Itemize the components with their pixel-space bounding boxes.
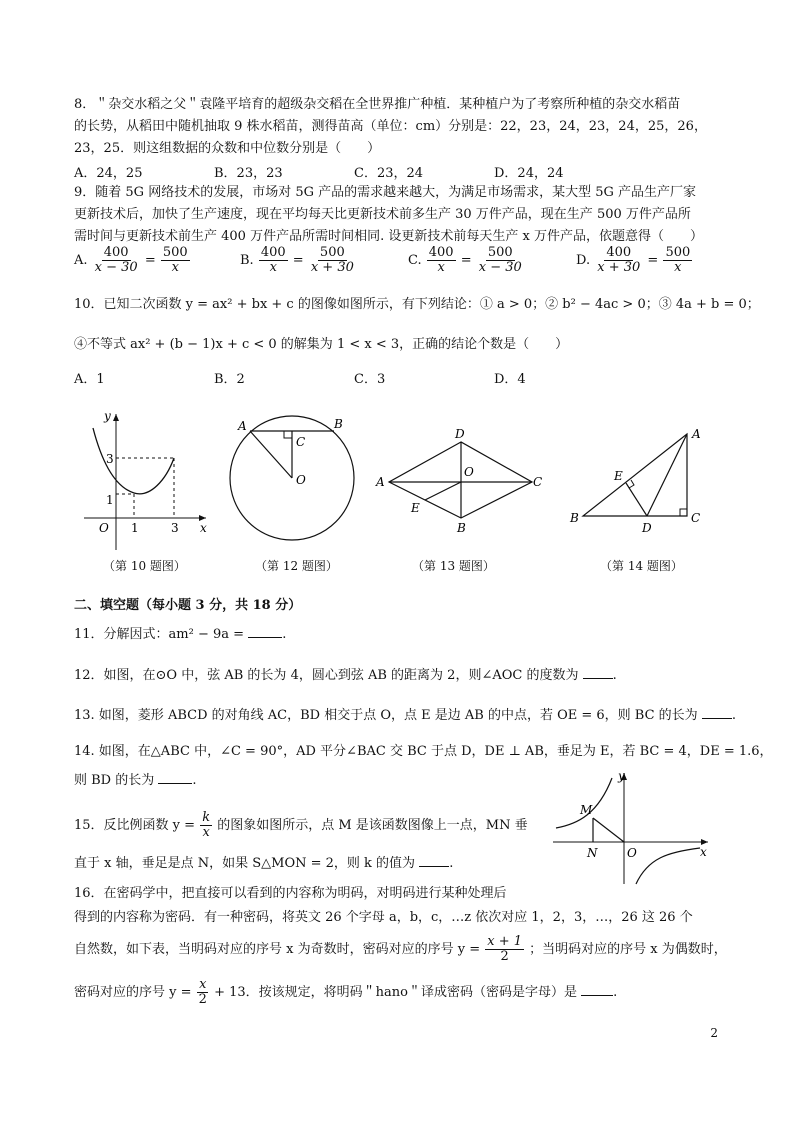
q10-line2: ④不等式 ax² + (b − 1)x + c < 0 的解集为 1 < x < 3，正确的结论个数是（ ）	[74, 337, 569, 352]
fig14-label-b: B	[570, 511, 579, 525]
fig15-label-y: y	[618, 769, 625, 783]
q9-option-a: A. $\frac{400}{x - 30}$ = $\frac{500}{x}$	[74, 245, 188, 275]
q10-option-a: A．1	[74, 372, 105, 387]
q16-answer-blank	[581, 983, 613, 996]
fig15-label-m: M	[580, 803, 593, 817]
fig13-label-c: C	[533, 475, 543, 489]
q14-line2: 则 BD 的长为 .	[74, 773, 197, 788]
figure-12-circle	[230, 416, 354, 540]
fig15-curve-right	[636, 848, 700, 884]
q14-answer-blank	[158, 771, 192, 784]
fig15-label-n: N	[587, 846, 598, 860]
fig13-segment-oe	[425, 482, 461, 500]
q9-line3: 需时间与更新技术前生产 400 万件产品所需时间相同. 设更新技术前每天生产 x 万件产品，依题意得（ ）	[74, 229, 703, 244]
q16-line3: 自然数，如下表，当明码对应的序号 x 为奇数时，密码对应的序号 y = $\frac{x + 1}{2}$ ；当明码对应的序号 x 为偶数时，	[74, 934, 727, 964]
fig15-segment-mo	[593, 818, 624, 842]
q13-text: 13. 如图，菱形 ABCD 的对角线 AC，BD 相交于点 O，点 E 是边 AB 的中点，若 OE = 6，则 BC 的长为	[74, 708, 698, 723]
fig12-label-b: B	[334, 417, 343, 431]
fig14-caption: （第 14 题图）	[600, 559, 683, 573]
q13: 13. 如图，菱形 ABCD 的对角线 AC，BD 相交于点 O，点 E 是边 AB 的中点，若 OE = 6，则 BC 的长为 .	[74, 708, 736, 723]
figure-14-triangle	[569, 427, 701, 535]
q11-text: 11．分解因式：am² − 9a =	[74, 627, 245, 642]
q12-answer-blank	[583, 666, 613, 679]
fig10-label-3: 3	[106, 452, 114, 466]
q10-option-c: C．3	[354, 372, 386, 387]
fig14-bisector-ad	[647, 434, 687, 516]
q8-option-d: D．24，24	[494, 166, 564, 181]
q9-option-c: C. $\frac{400}{x}$ = $\frac{500}{x - 30}$	[408, 245, 522, 275]
q12-text: 12．如图，在⊙O 中，弦 AB 的长为 4，圆心到弦 AB 的距离为 2，则∠AOC 的度数为	[74, 668, 579, 683]
fig14-triangle	[583, 434, 687, 516]
fig10-label-x1: 1	[131, 521, 139, 535]
fig14-label-e: E	[614, 469, 623, 483]
q16-line4: 密码对应的序号 y = $\frac{x}{2}$ + 13．按该规定，将明码＂hano＂译成密码（密码是字母）是 .	[74, 977, 618, 1007]
q8-option-b: B．23，23	[214, 166, 283, 181]
q10-option-d: D．4	[494, 372, 526, 387]
fig10-label-x3: 3	[171, 521, 179, 535]
fig12-label-c: C	[296, 435, 306, 449]
fig13-label-o: O	[464, 465, 474, 479]
figure-10-parabola	[84, 409, 207, 550]
q9-option-b: B. $\frac{400}{x}$ = $\frac{500}{x + 30}$	[240, 245, 354, 275]
q12: 12．如图，在⊙O 中，弦 AB 的长为 4，圆心到弦 AB 的距离为 2，则∠AOC 的度数为 .	[74, 668, 617, 683]
q14-line1: 14. 如图，在△ABC 中，∠C = 90°，AD 平分∠BAC 交 BC 于点 D，DE ⊥ AB，垂足为 E，若 BC = 4，DE = 1.6，	[74, 744, 773, 759]
fig12-label-a: A	[238, 419, 247, 433]
page-number: 2	[710, 1026, 718, 1040]
q13-answer-blank	[702, 706, 732, 719]
q16-line2: 得到的内容称为密码．有一种密码，将英文 26 个字母 a，b，c，…z 依次对应 1，2，3，…，26 这 26 个	[74, 910, 693, 925]
q8-option-a: A．24，25	[74, 166, 143, 181]
fig10-label-y: y	[104, 409, 111, 423]
q15-answer-blank	[419, 854, 449, 867]
q8-line1: 8．＂杂交水稻之父＂袁隆平培育的超级杂交稻在全世界推广种植．某种植户为了考察所种植的杂交水稻苗	[74, 97, 681, 112]
q9-option-d: D. $\frac{400}{x + 30}$ = $\frac{500}{x}$	[576, 245, 691, 275]
fig13-caption: （第 13 题图）	[412, 559, 495, 573]
fig13-label-b: B	[457, 521, 466, 535]
fig14-label-a: A	[692, 427, 701, 441]
fig13-label-a: A	[376, 475, 385, 489]
fig15-label-x: x	[700, 845, 707, 859]
q11-answer-blank	[248, 625, 282, 638]
figure-13-rhombus	[375, 427, 542, 535]
figure-15-hyperbola	[548, 768, 748, 888]
fig14-label-c: C	[691, 511, 701, 525]
q15-line1: 15．反比例函数 y = $\frac{k}{x}$ 的图象如图所示，点 M 是该函数图像上一点，MN 垂	[74, 810, 528, 840]
fig12-label-o: O	[296, 473, 306, 487]
q11: 11．分解因式：am² − 9a = .	[74, 627, 287, 642]
fig14-label-d: D	[642, 521, 652, 535]
q8-option-c: C．23，24	[354, 166, 424, 181]
fig13-label-d: D	[455, 427, 465, 441]
q8-line3: 23，25．则这组数据的众数和中位数分别是（ ）	[74, 141, 381, 156]
fig10-caption: （第 10 题图）	[103, 559, 186, 573]
q10-line1: 10．已知二次函数 y = ax² + bx + c 的图像如图所示，有下列结论：① a > 0；② b² − 4ac > 0；③ 4a + b = 0；	[74, 297, 760, 312]
q9-line1: 9．随着 5G 网络技术的发展，市场对 5G 产品的需求越来越大，为满足市场需求，某大型 5G 产品生产厂家	[74, 185, 697, 200]
q9-line2: 更新技术后，加快了生产速度，现在平均每天比更新技术前多生产 30 万件产品，现在生产 500 万件产品所	[74, 207, 691, 222]
fig13-label-e: E	[411, 501, 420, 515]
q8-line2: 的长势，从稻田中随机抽取 9 株水稻苗，测得苗高（单位：cm）分别是：22，23，24，23，24，25，26，	[74, 119, 707, 134]
fig15-label-o: O	[627, 846, 637, 860]
q16-line1: 16．在密码学中，把直接可以看到的内容称为明码，对明码进行某种处理后	[74, 886, 507, 901]
q10-option-b: B．2	[214, 372, 245, 387]
fig10-label-1: 1	[106, 493, 114, 507]
fig10-label-x: x	[200, 521, 207, 535]
fig10-label-o: O	[99, 521, 109, 535]
fig12-caption: （第 12 题图）	[255, 559, 338, 573]
section-title: 二、填空题（每小题 3 分，共 18 分）	[74, 598, 302, 613]
q15-line2: 直于 x 轴，垂足是点 N，如果 S△MON = 2，则 k 的值为 .	[74, 856, 454, 871]
